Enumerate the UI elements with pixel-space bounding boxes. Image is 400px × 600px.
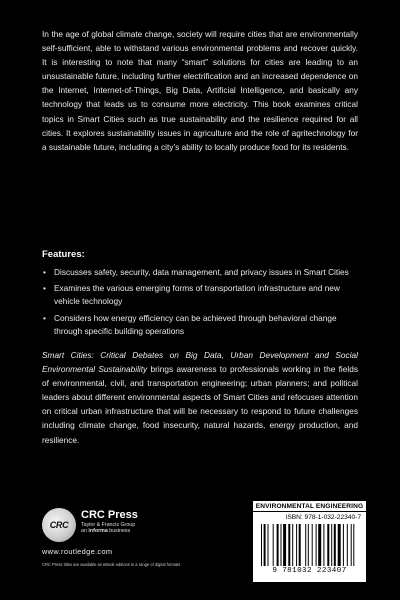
barcode-bar [343, 524, 344, 566]
barcode-bar [296, 524, 297, 566]
barcode-bar [312, 524, 313, 566]
barcode-image [253, 521, 366, 568]
feature-text: Examines the various emerging forms of transportation infrastructure and new vehicle technology [54, 283, 340, 307]
barcode-bar [338, 524, 341, 566]
barcode-bar [288, 524, 290, 566]
barcode-bar [268, 524, 269, 566]
subject-category: ENVIRONMENTAL ENGINEERING [253, 501, 366, 512]
barcode-bar [347, 524, 348, 566]
barcode-bar [308, 524, 309, 566]
barcode-bar [283, 524, 286, 566]
barcode-bar [281, 524, 282, 566]
barcode-bar [327, 524, 329, 566]
publisher-group: Taylor & Francis Group [81, 522, 136, 528]
barcode-bar [318, 524, 321, 566]
features-heading: Features: [42, 249, 85, 260]
barcode-bar [353, 524, 354, 566]
business-brand: informa [88, 528, 108, 535]
publisher-name: CRC Press [81, 509, 138, 521]
logo-text: CRC [49, 520, 69, 530]
feature-text: Discusses safety, security, data management, and privacy issues in Smart Cities [54, 267, 349, 277]
barcode-bar [299, 524, 301, 566]
feature-item [42, 282, 358, 308]
barcode-bar [334, 524, 336, 566]
barcode-bar [292, 524, 293, 566]
ebook-availability-note: CRC Press titles are available as eBook editions in a range of digital formats [42, 562, 181, 567]
barcode-digits: 9 781032 223407 [272, 567, 347, 575]
bullet-icon: • [43, 283, 46, 294]
barcode-bar [273, 524, 274, 566]
isbn-text: ISBN: 978-1-032-22340-7 [285, 514, 361, 521]
closing-text: brings awareness to professionals working in the fields of environmental, civil, and transportation engineering; urban planners; and political leaders about different environmental aspects of Smart Cities and refocuses attention on critical urban infrastructure that will be necessary to respond to future challenges including climate change, food insecurity, natural hazards, energy production, and resilience. [42, 364, 358, 445]
barcode-bar [277, 524, 279, 566]
book-title: Smart Cities: Critical Debates on Big Data, Urban Development and Social Environmental Sustainability [42, 350, 358, 375]
closing-paragraph [42, 348, 358, 447]
barcode-bar [261, 524, 262, 566]
barcode-bar [331, 524, 332, 566]
description-paragraph: In the age of global climate change, society will require cities that are environmentally self-sufficient, able to withstand various environmental problems and recover quickly. It is interesting to note that many “smart” solutions for cities are leading to an unsustainable future, including further electrification and an increased dependence on the Internet, Internet-of-Things, Big Data, Artificial Intelligence, and basically any technology that leads us to consume more electricity. This book examines critical topics in Smart Cities such as true sustainability and the resilience required for all cities. It explores sustainability issues in agriculture and the role of agritechnology for a sustainable future, including a city’s ability to locally produce food for its residents. [42, 29, 358, 152]
business-suffix: business [107, 528, 131, 535]
crc-logo [42, 508, 76, 542]
business-prefix: an [81, 528, 89, 535]
publisher-website[interactable]: www.routledge.com [42, 547, 113, 556]
bullet-icon: • [43, 312, 46, 323]
bullet-icon: • [43, 267, 46, 277]
publisher-block [81, 510, 138, 535]
barcode-bar [323, 524, 324, 566]
feature-item [42, 266, 358, 279]
barcode-bar [351, 524, 352, 566]
isbn-barcode-box [253, 501, 366, 582]
features-list [42, 266, 358, 341]
barcode-bar [316, 524, 317, 566]
barcode-bar [264, 524, 266, 566]
barcode-bar [305, 524, 306, 566]
publisher-business [81, 529, 138, 534]
feature-text: Considers how energy efficiency can be achieved through behavioral change through specific building operations [54, 312, 337, 336]
feature-item [42, 312, 358, 338]
